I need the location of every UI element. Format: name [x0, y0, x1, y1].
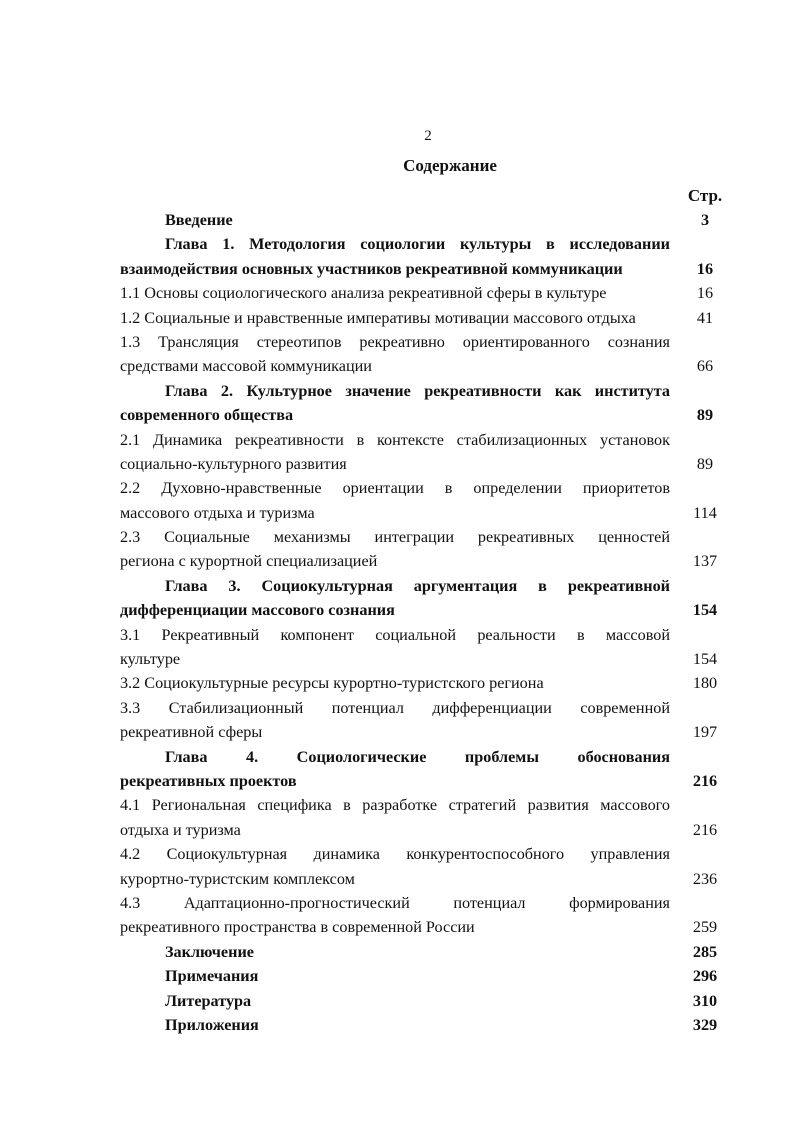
toc-entry-line: [0, 940, 793, 964]
toc-entry-line: [0, 501, 793, 525]
toc-entry-text: 3.1 Рекреативный компонент социальной реальности в массовой: [120, 625, 670, 644]
toc-entry-line: [0, 891, 793, 915]
toc-entry-line: [0, 769, 793, 793]
toc-entry-line: [0, 208, 793, 232]
toc-page-number: 41: [696, 308, 714, 327]
page-title: Содержание: [403, 156, 497, 175]
toc-entry-text: средствами массовой коммуникации: [120, 357, 372, 376]
page-number: 2: [424, 128, 432, 144]
toc-entry-text: взаимодействия основных участников рекреативной коммуникации: [120, 259, 623, 278]
toc-entry-line: [0, 842, 793, 866]
toc-entry-text: культуре: [120, 650, 181, 669]
toc-entry-text: Глава 4. Социологические проблемы обоснования: [165, 747, 670, 766]
toc-entry-text: 3.2 Социокультурные ресурсы курортно-туристского региона: [120, 674, 544, 693]
toc-entry-text: Глава 3. Социокультурная аргументация в рекреативной: [165, 576, 670, 595]
toc-entry-text: социально-культурного развития: [120, 454, 347, 473]
toc-entry-text: Заключение: [165, 942, 254, 961]
toc-entry-text: рекреативного пространства в современной России: [120, 918, 475, 937]
toc-page-number: 137: [692, 552, 718, 571]
table-of-contents: [0, 208, 793, 1037]
toc-entry-text: 4.2 Социокультурная динамика конкурентоспособного управления: [120, 845, 670, 864]
toc-page-number: 296: [692, 967, 718, 986]
toc-entry-line: [0, 623, 793, 647]
toc-entry-line: [0, 574, 793, 598]
toc-entry-text: 2.3 Социальные механизмы интеграции рекреативных ценностей: [120, 528, 670, 547]
toc-page-number: 89: [696, 454, 714, 473]
toc-entry-line: [0, 1013, 793, 1037]
toc-entry-line: [0, 867, 793, 891]
toc-page-number: 114: [693, 503, 717, 522]
toc-page-number: 285: [692, 942, 718, 961]
toc-entry-line: [0, 964, 793, 988]
toc-entry-line: [0, 989, 793, 1013]
toc-page-number: 154: [692, 650, 718, 669]
toc-entry-line: [0, 330, 793, 354]
toc-entry-line: [0, 818, 793, 842]
toc-page-number: 16: [696, 284, 714, 303]
toc-entry-line: [0, 476, 793, 500]
toc-entry-text: дифференциации массового сознания: [120, 601, 395, 620]
toc-page-number: 89: [696, 406, 714, 425]
toc-entry-line: [0, 720, 793, 744]
toc-entry-line: [0, 379, 793, 403]
toc-entry-text: массового отдыха и туризма: [120, 503, 315, 522]
toc-page-number: 236: [692, 869, 718, 888]
toc-entry-line: [0, 281, 793, 305]
toc-entry-text: Приложения: [165, 1015, 259, 1034]
toc-entry-line: [0, 403, 793, 427]
toc-entry-text: 3.3 Стабилизационный потенциал дифференциации современной: [120, 698, 670, 717]
toc-page-number: 216: [692, 771, 718, 790]
toc-entry-text: рекреативной сферы: [120, 723, 263, 742]
toc-entry-line: [0, 793, 793, 817]
toc-entry-line: [0, 306, 793, 330]
toc-page-number: 3: [700, 211, 710, 229]
toc-entry-text: рекреативных проектов: [120, 771, 297, 790]
toc-entry-text: современного общества: [120, 406, 294, 425]
toc-entry-text: 1.2 Социальные и нравственные императивы мотивации массового отдыха: [120, 308, 636, 327]
toc-entry-line: [0, 452, 793, 476]
toc-entry-text: 2.1 Динамика рекреативности в контексте стабилизационных установок: [120, 430, 670, 449]
toc-page-number: 16: [696, 259, 714, 278]
toc-entry-text: курортно-туристским комплексом: [120, 869, 355, 888]
toc-page-number: 329: [692, 1015, 718, 1034]
toc-page-number: 154: [692, 601, 718, 620]
toc-entry-text: региона с курортной специализацией: [120, 552, 378, 571]
toc-entry-text: Примечания: [165, 967, 259, 986]
toc-entry-line: [0, 696, 793, 720]
page-column-header: Стр.: [687, 186, 723, 205]
toc-entry-text: Глава 2. Культурное значение рекреативности как института: [165, 381, 670, 400]
toc-entry-line: [0, 257, 793, 281]
toc-entry-text: 1.3 Трансляция стереотипов рекреативно ориентированного сознания: [120, 332, 670, 351]
toc-entry-text: 4.1 Региональная специфика в разработке стратегий развития массового: [120, 796, 670, 815]
toc-page-number: 216: [692, 820, 718, 839]
toc-entry-line: [0, 598, 793, 622]
toc-page-number: 180: [692, 674, 718, 693]
toc-entry-line: [0, 647, 793, 671]
toc-page-number: 66: [696, 357, 714, 376]
toc-page-number: 259: [692, 918, 718, 937]
toc-entry-text: 4.3 Адаптационно-прогностический потенциал формирования: [120, 893, 670, 912]
toc-entry-line: [0, 671, 793, 695]
toc-page-number: 310: [692, 991, 718, 1010]
toc-entry-line: [0, 915, 793, 939]
toc-entry-text: Глава 1. Методология социологии культуры в исследовании: [165, 235, 670, 254]
toc-entry-text: Введение: [165, 211, 233, 229]
toc-entry-text: 2.2 Духовно-нравственные ориентации в определении приоритетов: [120, 479, 670, 498]
toc-entry-line: [0, 745, 793, 769]
toc-entry-line: [0, 428, 793, 452]
toc-entry-text: отдыха и туризма: [120, 820, 241, 839]
toc-entry-text: Литература: [165, 991, 252, 1010]
toc-entry-line: [0, 525, 793, 549]
toc-entry-line: [0, 549, 793, 573]
toc-entry-line: [0, 232, 793, 256]
toc-entry-line: [0, 354, 793, 378]
toc-entry-text: 1.1 Основы социологического анализа рекреативной сферы в культуре: [120, 284, 607, 303]
toc-page-number: 197: [692, 723, 718, 742]
